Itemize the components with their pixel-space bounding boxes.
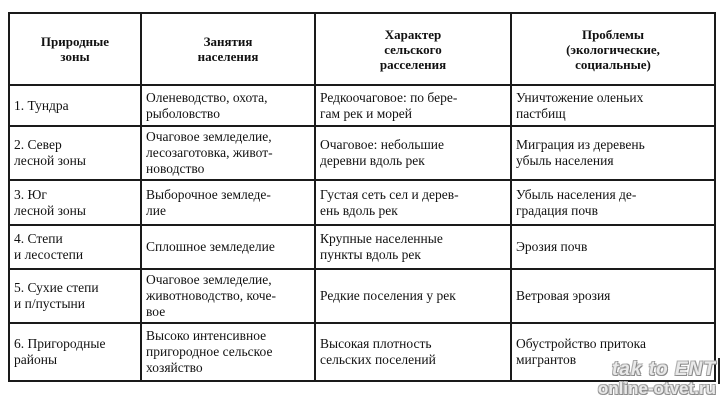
occupation-cell: Оленеводство, охота, рыболовство bbox=[141, 85, 315, 126]
site-watermark bbox=[598, 360, 716, 398]
problem-cell: Уничтожение оленьих пастбищ bbox=[511, 85, 715, 126]
table-row bbox=[9, 225, 715, 269]
zone-cell: 5. Сухие степи и п/пустыни bbox=[9, 269, 141, 323]
problem-cell: Убыль населения де- градация почв bbox=[511, 180, 715, 225]
watermark-line-1: tak to ENT bbox=[612, 359, 716, 380]
problem-cell: Эрозия почв bbox=[511, 225, 715, 269]
occupation-cell: Сплошное земледелие bbox=[141, 225, 315, 269]
zone-cell: 3. Юг лесной зоны bbox=[9, 180, 141, 225]
table-row bbox=[9, 269, 715, 323]
header-occupations: Занятия населения bbox=[141, 13, 315, 85]
table-row bbox=[9, 180, 715, 225]
table-row bbox=[9, 85, 715, 126]
occupation-cell: Очаговое земледелие, лесозаготовка, живот- новодство bbox=[141, 126, 315, 180]
settlement-cell: Редкоочаговое: по бере- гам рек и морей bbox=[315, 85, 511, 126]
settlement-cell: Густая сеть сел и дерев- ень вдоль рек bbox=[315, 180, 511, 225]
table-row bbox=[9, 126, 715, 180]
zone-cell: 1. Тундра bbox=[9, 85, 141, 126]
header-problems: Проблемы (экологические, социальные) bbox=[511, 13, 715, 85]
zone-cell: 6. Пригородные районы bbox=[9, 323, 141, 381]
zone-cell: 4. Степи и лесостепи bbox=[9, 225, 141, 269]
header-natural-zones: Природные зоны bbox=[9, 13, 141, 85]
zone-cell: 2. Север лесной зоны bbox=[9, 126, 141, 180]
header-settlement-type: Характер сельского расселения bbox=[315, 13, 511, 85]
problem-cell: Миграция из деревень убыль населения bbox=[511, 126, 715, 180]
occupation-cell: Выборочное земледе- лие bbox=[141, 180, 315, 225]
occupation-cell: Очаговое земледелие, животноводство, коче- вое bbox=[141, 269, 315, 323]
occupation-cell: Высоко интенсивное пригородное сельское хозяйство bbox=[141, 323, 315, 381]
natural-zones-table bbox=[8, 12, 716, 382]
settlement-cell: Очаговое: небольшие деревни вдоль рек bbox=[315, 126, 511, 180]
settlement-cell: Крупные населенные пункты вдоль рек bbox=[315, 225, 511, 269]
problem-cell: Обустройство притока мигрантов bbox=[511, 323, 715, 381]
settlement-cell: Высокая плотность сельских поселений bbox=[315, 323, 511, 381]
watermark-line-2: online-otvet.ru bbox=[597, 379, 716, 398]
zones-table-container bbox=[8, 12, 716, 382]
problem-cell: Ветровая эрозия bbox=[511, 269, 715, 323]
edge-divider bbox=[718, 358, 720, 384]
table-header-row bbox=[9, 13, 715, 85]
settlement-cell: Редкие поселения у рек bbox=[315, 269, 511, 323]
